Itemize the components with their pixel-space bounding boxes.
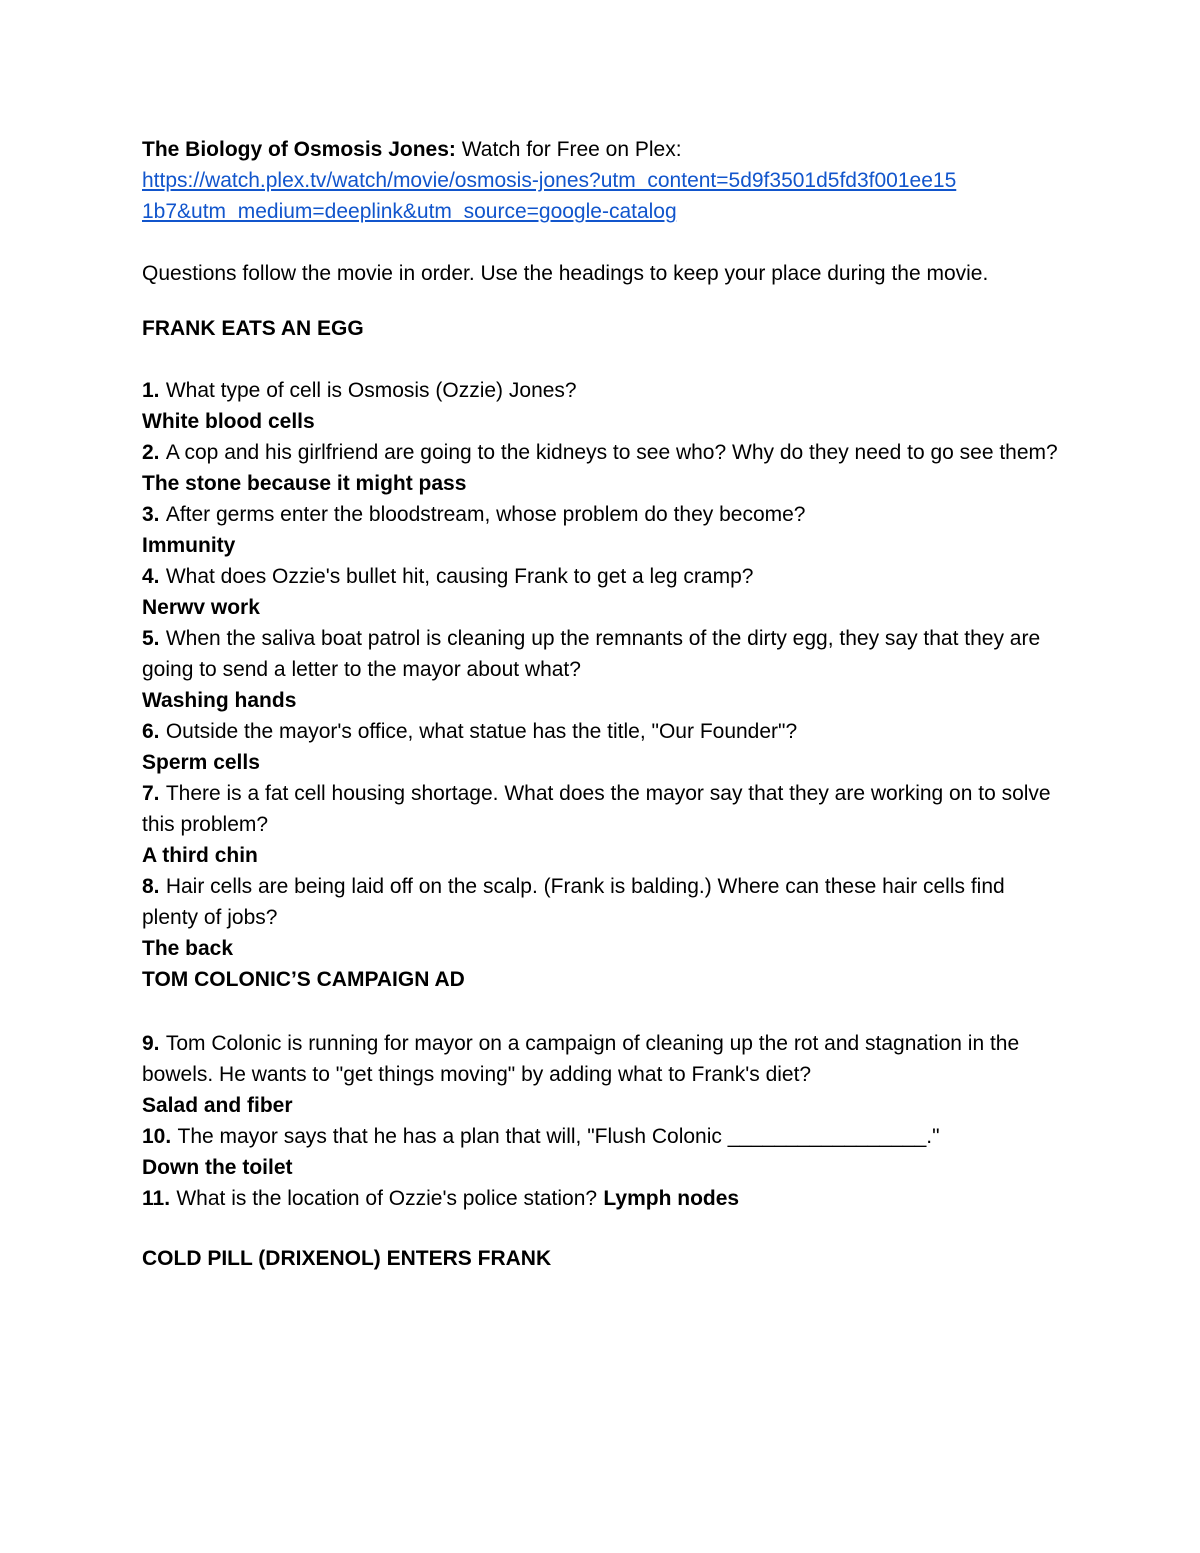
question-9-text: Tom Colonic is running for mayor on a campaign of cleaning up the rot and stagnation in the bowels. He wants to "get things moving" by adding what to Frank's diet?: [142, 1032, 1020, 1086]
question-3-number: 3.: [142, 503, 160, 526]
question-9-number: 9.: [142, 1032, 160, 1055]
question-7-number: 7.: [142, 782, 160, 805]
question-7: [142, 778, 1058, 840]
question-1: [142, 375, 1058, 406]
question-11: [142, 1183, 1058, 1214]
answer-11: Lymph nodes: [603, 1187, 740, 1210]
question-11-number: 11.: [142, 1187, 171, 1210]
doc-title: [142, 134, 1058, 165]
question-10-number: 10.: [142, 1125, 172, 1148]
answer-2: The stone because it might pass: [142, 472, 467, 495]
question-6-number: 6.: [142, 720, 160, 743]
question-8-text: Hair cells are being laid off on the scalp. (Frank is balding.) Where can these hair cells find plenty of jobs?: [142, 875, 1005, 929]
answer-10: Down the toilet: [142, 1156, 293, 1179]
section-heading-cold-pill-enters-frank: COLD PILL (DRIXENOL) ENTERS FRANK: [142, 1247, 552, 1270]
question-2-text: A cop and his girlfriend are going to the kidneys to see who? Why do they need to go see them?: [165, 441, 1058, 464]
section-heading-frank-eats-an-egg: FRANK EATS AN EGG: [142, 317, 364, 340]
question-10: [142, 1121, 1058, 1152]
question-10-text: The mayor says that he has a plan that will, "Flush Colonic _________________.": [177, 1125, 940, 1148]
question-2: [142, 437, 1058, 468]
question-3: [142, 499, 1058, 530]
answer-7: A third chin: [142, 844, 258, 867]
question-9: [142, 1028, 1058, 1090]
section-heading-tom-colonics-campaign-ad: TOM COLONIC’S CAMPAIGN AD: [142, 968, 465, 991]
plex-link-line-2[interactable]: 1b7&utm_medium=deeplink&utm_source=google-catalog: [142, 200, 677, 223]
answer-3: Immunity: [142, 534, 236, 557]
question-11-text: What is the location of Ozzie's police station?: [176, 1187, 598, 1210]
doc-title-bold: The Biology of Osmosis Jones:: [142, 138, 456, 161]
doc-title-regular: Watch for Free on Plex:: [455, 138, 682, 161]
question-2-number: 2.: [142, 441, 160, 464]
answer-6: Sperm cells: [142, 751, 260, 774]
plex-link[interactable]: [142, 165, 1058, 227]
question-3-text: After germs enter the bloodstream, whose problem do they become?: [165, 503, 806, 526]
question-6-text: Outside the mayor's office, what statue has the title, "Our Founder"?: [165, 720, 798, 743]
question-5: [142, 623, 1058, 685]
question-4-text: What does Ozzie's bullet hit, causing Frank to get a leg cramp?: [165, 565, 754, 588]
question-7-text: There is a fat cell housing shortage. What does the mayor say that they are working on to solve this problem?: [142, 782, 1051, 836]
question-1-text: What type of cell is Osmosis (Ozzie) Jones?: [165, 379, 577, 402]
answer-5: Washing hands: [142, 689, 297, 712]
question-1-number: 1.: [142, 379, 160, 402]
answer-9: Salad and fiber: [142, 1094, 293, 1117]
answer-4: Nerwv work: [142, 596, 260, 619]
question-5-text: When the saliva boat patrol is cleaning up the remnants of the dirty egg, they say that they are going to send a letter to the mayor about what?: [142, 627, 1041, 681]
question-8: [142, 871, 1058, 933]
answer-1: White blood cells: [142, 410, 315, 433]
question-4: [142, 561, 1058, 592]
question-6: [142, 716, 1058, 747]
answer-8: The back: [142, 937, 234, 960]
question-8-number: 8.: [142, 875, 160, 898]
plex-link-line-1[interactable]: https://watch.plex.tv/watch/movie/osmosis-jones?utm_content=5d9f3501d5fd3f001ee15: [142, 169, 957, 192]
question-4-number: 4.: [142, 565, 160, 588]
intro-paragraph: Questions follow the movie in order. Use the headings to keep your place during the movie.: [142, 262, 989, 285]
question-5-number: 5.: [142, 627, 160, 650]
